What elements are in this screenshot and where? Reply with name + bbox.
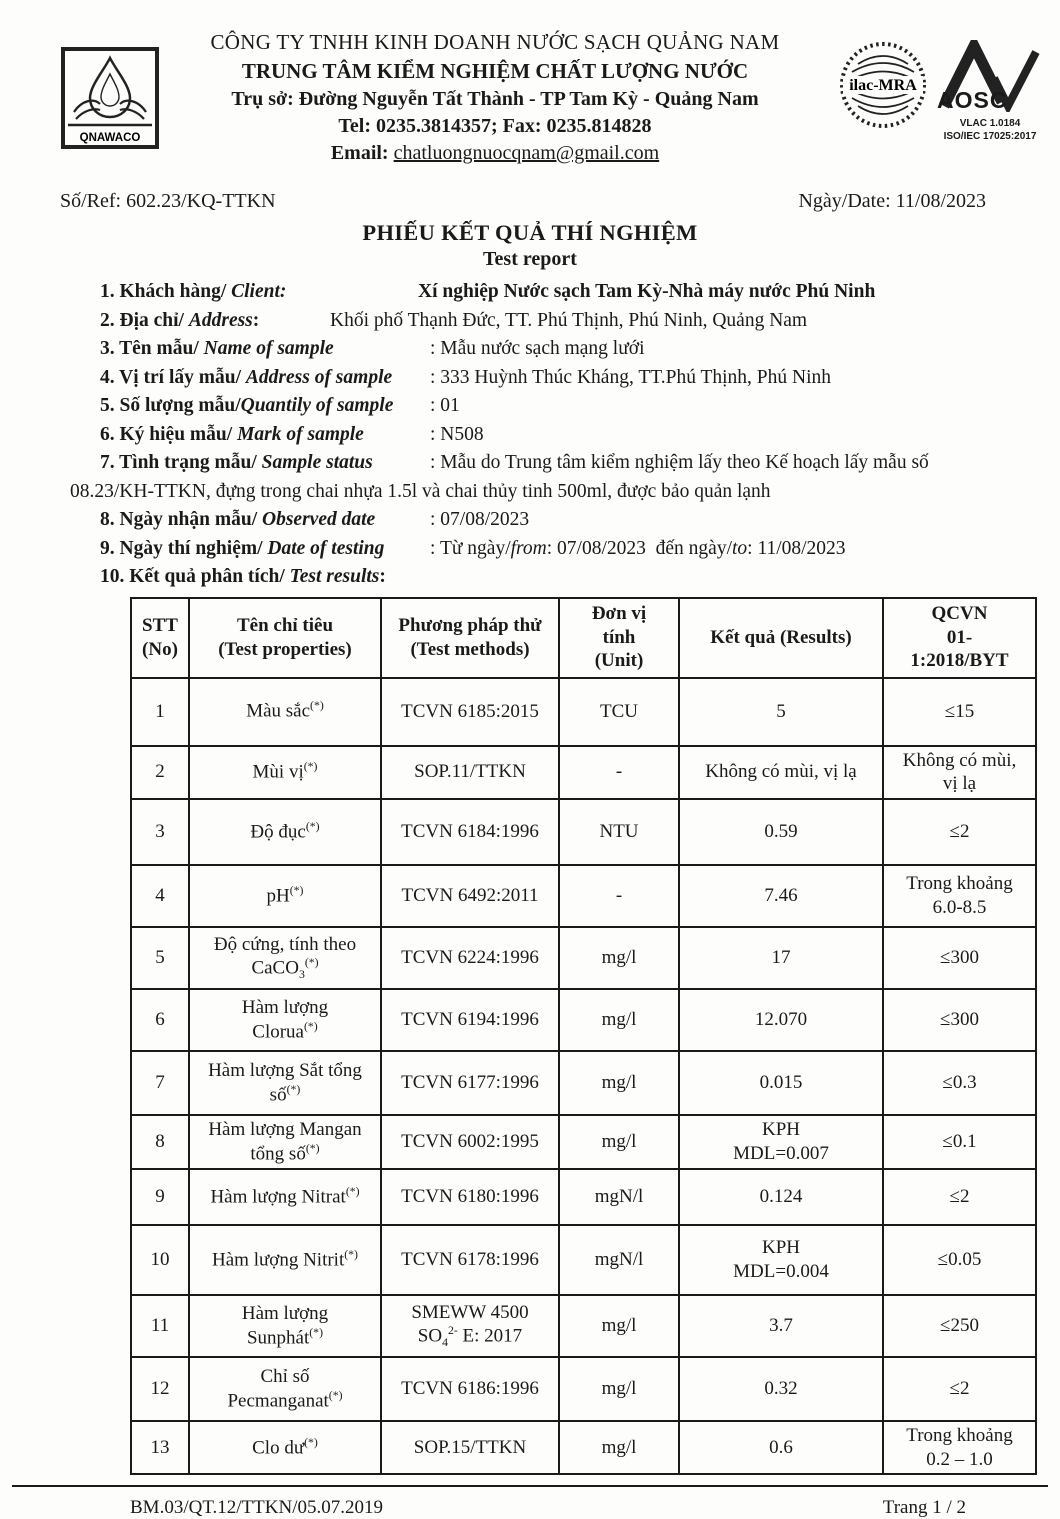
cell-property: Clo dư(*) bbox=[189, 1421, 381, 1475]
cell-unit: mg/l bbox=[559, 1421, 679, 1475]
table-row bbox=[131, 927, 1036, 989]
info-value: : 333 Huỳnh Thúc Kháng, TT.Phú Thịnh, Phú Ninh bbox=[430, 366, 832, 388]
header-qcvn: QCVN 01- 1:2018/BYT bbox=[883, 598, 1036, 678]
cell-stt: 5 bbox=[131, 927, 189, 989]
cell-property: Hàm lượng Sunphát(*) bbox=[189, 1295, 381, 1357]
page-title: PHIẾU KẾT QUẢ THÍ NGHIỆM bbox=[362, 220, 698, 245]
info-item bbox=[70, 278, 1008, 307]
qnawaco-logo bbox=[60, 46, 160, 155]
email-line bbox=[168, 142, 822, 165]
cell-property: Hàm lượng Sắt tổng số(*) bbox=[189, 1051, 381, 1115]
info-label: 8. Ngày nhận mẫu/ Observed date bbox=[100, 509, 376, 530]
page-subtitle: Test report bbox=[483, 248, 577, 270]
header-method: Phương pháp thử (Test methods) bbox=[381, 598, 559, 678]
cell-unit: mg/l bbox=[559, 1295, 679, 1357]
table-row bbox=[131, 678, 1036, 746]
cell-stt: 4 bbox=[131, 865, 189, 927]
cell-property: Độ đục(*) bbox=[189, 799, 381, 865]
cell-result: Không có mùi, vị lạ bbox=[679, 746, 883, 800]
header-no: STT (No) bbox=[131, 598, 189, 678]
table-row bbox=[131, 799, 1036, 865]
qnawaco-logo-icon bbox=[60, 46, 160, 150]
cell-method: TCVN 6184:1996 bbox=[381, 799, 559, 865]
aosc-logo bbox=[934, 40, 1046, 143]
cell-method: TCVN 6194:1996 bbox=[381, 989, 559, 1051]
info-item bbox=[70, 307, 1008, 336]
aosc-cert-line2: ISO/IEC 17025:2017 bbox=[943, 131, 1037, 142]
cell-method: TCVN 6180:1996 bbox=[381, 1169, 559, 1225]
header-unit: Đơn vị tính (Unit) bbox=[559, 598, 679, 678]
tel-fax-line: Tel: 0235.3814357; Fax: 0235.814828 bbox=[338, 115, 652, 137]
cell-result: 5 bbox=[679, 678, 883, 746]
cell-limit: ≤15 bbox=[883, 678, 1036, 746]
cell-limit: ≤2 bbox=[883, 1169, 1036, 1225]
cell-unit: mg/l bbox=[559, 927, 679, 989]
info-value: : 07/08/2023 bbox=[430, 509, 530, 530]
cell-unit: - bbox=[559, 865, 679, 927]
info-item bbox=[70, 563, 1008, 592]
cell-limit: ≤2 bbox=[883, 799, 1036, 865]
info-label: 1. Khách hàng/ Client: bbox=[100, 281, 287, 302]
page-footer bbox=[12, 1485, 1048, 1519]
cell-property: Màu sắc(*) bbox=[189, 678, 381, 746]
cell-unit: TCU bbox=[559, 678, 679, 746]
info-label: 10. Kết quả phân tích/ Test results: bbox=[100, 566, 386, 587]
cell-method: TCVN 6177:1996 bbox=[381, 1051, 559, 1115]
cell-property: Hàm lượng Nitrat(*) bbox=[189, 1169, 381, 1225]
info-item bbox=[70, 421, 1008, 450]
cell-stt: 1 bbox=[131, 678, 189, 746]
info-label: 9. Ngày thí nghiệm/ Date of testing bbox=[100, 537, 385, 559]
report-date: Ngày/Date: 11/08/2023 bbox=[798, 190, 986, 212]
cell-limit: ≤0.05 bbox=[883, 1225, 1036, 1295]
info-item bbox=[70, 506, 1008, 535]
cell-property: Chỉ số Pecmanganat(*) bbox=[189, 1357, 381, 1421]
cell-stt: 8 bbox=[131, 1115, 189, 1169]
info-item bbox=[70, 335, 1008, 364]
cell-result: KPH MDL=0.004 bbox=[679, 1225, 883, 1295]
header-result: Kết quả (Results) bbox=[679, 598, 883, 678]
cell-unit: - bbox=[559, 746, 679, 800]
table-row bbox=[131, 1115, 1036, 1169]
table-row bbox=[131, 1169, 1036, 1225]
cell-limit: ≤0.1 bbox=[883, 1115, 1036, 1169]
info-label: 2. Địa chỉ/ Address: bbox=[100, 309, 260, 331]
cell-method: TCVN 6178:1996 bbox=[381, 1225, 559, 1295]
table-row bbox=[131, 989, 1036, 1051]
cell-limit: ≤0.3 bbox=[883, 1051, 1036, 1115]
center-name: TRUNG TÂM KIỂM NGHIỆM CHẤT LƯỢNG NƯỚC bbox=[241, 59, 749, 83]
cell-stt: 13 bbox=[131, 1421, 189, 1475]
info-value: : Mẫu nước sạch mạng lưới bbox=[430, 338, 645, 359]
svg-text:ilac-MRA: ilac-MRA bbox=[849, 77, 917, 94]
cell-result: 0.124 bbox=[679, 1169, 883, 1225]
cell-limit: ≤300 bbox=[883, 989, 1036, 1051]
cell-result: 0.59 bbox=[679, 799, 883, 865]
results-table bbox=[130, 597, 1037, 1476]
table-row bbox=[131, 1421, 1036, 1475]
email-label: Email: bbox=[330, 142, 394, 164]
cell-method: TCVN 6185:2015 bbox=[381, 678, 559, 746]
table-row bbox=[131, 1295, 1036, 1357]
cell-unit: mg/l bbox=[559, 1051, 679, 1115]
aosc-logo-icon bbox=[936, 40, 1044, 112]
cell-property: Hàm lượng Mangan tổng số(*) bbox=[189, 1115, 381, 1169]
cell-method: SOP.11/TTKN bbox=[381, 746, 559, 800]
info-item bbox=[70, 449, 1008, 506]
table-row bbox=[131, 1051, 1036, 1115]
svg-text:AOSC: AOSC bbox=[937, 87, 1008, 112]
cell-limit: ≤2 bbox=[883, 1357, 1036, 1421]
email-address: chatluongnuocqnam@gmail.com bbox=[393, 142, 660, 164]
cell-unit: mg/l bbox=[559, 1357, 679, 1421]
address-line: Trụ sở: Đường Nguyễn Tất Thành - TP Tam Kỳ - Quảng Nam bbox=[231, 88, 759, 110]
info-item bbox=[70, 392, 1008, 421]
cell-limit: ≤300 bbox=[883, 927, 1036, 989]
form-code: BM.03/QT.12/TTKN/05.07.2019 bbox=[130, 1497, 383, 1519]
header-text-block bbox=[168, 30, 822, 165]
info-value: Khối phố Thạnh Đức, TT. Phú Thịnh, Phú Ninh, Quảng Nam bbox=[330, 309, 808, 331]
info-item bbox=[70, 364, 1008, 393]
ref-number: Số/Ref: 602.23/KQ-TTKN bbox=[60, 190, 276, 212]
cell-method: SOP.15/TTKN bbox=[381, 1421, 559, 1475]
table-row bbox=[131, 865, 1036, 927]
table-row bbox=[131, 1225, 1036, 1295]
cell-result: KPH MDL=0.007 bbox=[679, 1115, 883, 1169]
cell-method: TCVN 6002:1995 bbox=[381, 1115, 559, 1169]
info-label: 7. Tình trạng mẫu/ Sample status bbox=[100, 452, 373, 473]
reference-row bbox=[0, 190, 1060, 213]
ilac-mra-logo-icon bbox=[838, 40, 928, 130]
cell-unit: NTU bbox=[559, 799, 679, 865]
cell-method: SMEWW 4500 $SO_4^{2-}$ E: 2017 bbox=[381, 1295, 559, 1357]
document-header bbox=[0, 0, 1060, 168]
table-row bbox=[131, 746, 1036, 800]
cell-result: 7.46 bbox=[679, 865, 883, 927]
aosc-cert-line1: VLAC 1.0184 bbox=[959, 118, 1021, 129]
info-label: 6. Ký hiệu mẫu/ Mark of sample bbox=[100, 423, 364, 445]
info-label: 5. Số lượng mẫu/Quantily of sample bbox=[100, 395, 394, 416]
cell-unit: mg/l bbox=[559, 989, 679, 1051]
cell-unit: mgN/l bbox=[559, 1225, 679, 1295]
cell-stt: 12 bbox=[131, 1357, 189, 1421]
cell-limit: Trong khoảng 0.2 – 1.0 bbox=[883, 1421, 1036, 1475]
cell-limit: Trong khoảng 6.0-8.5 bbox=[883, 865, 1036, 927]
cell-stt: 11 bbox=[131, 1295, 189, 1357]
info-value: : 01 bbox=[430, 395, 460, 416]
cell-method: TCVN 6492:2011 bbox=[381, 865, 559, 927]
cell-property: Độ cứng, tính theo CaCO$_3$(*) bbox=[189, 927, 381, 989]
cell-result: 0.015 bbox=[679, 1051, 883, 1115]
certification-logos bbox=[838, 40, 1046, 143]
info-section bbox=[0, 271, 1060, 592]
cell-result: 3.7 bbox=[679, 1295, 883, 1357]
cell-method: TCVN 6224:1996 bbox=[381, 927, 559, 989]
info-value: Xí nghiệp Nước sạch Tam Kỳ-Nhà máy nước Phú Ninh bbox=[418, 281, 876, 302]
page-number: Trang 1 / 2 bbox=[882, 1497, 966, 1519]
info-item bbox=[70, 535, 1008, 564]
info-label: 4. Vị trí lấy mẫu/ Address of sample bbox=[100, 366, 393, 388]
header-property: Tên chỉ tiêu (Test properties) bbox=[189, 598, 381, 678]
cell-result: 17 bbox=[679, 927, 883, 989]
cell-unit: mg/l bbox=[559, 1115, 679, 1169]
cell-stt: 2 bbox=[131, 746, 189, 800]
svg-text:QNAWACO: QNAWACO bbox=[79, 132, 141, 144]
cell-method: TCVN 6186:1996 bbox=[381, 1357, 559, 1421]
company-name: CÔNG TY TNHH KINH DOANH NƯỚC SẠCH QUẢNG NAM bbox=[210, 30, 780, 54]
cell-result: 0.32 bbox=[679, 1357, 883, 1421]
cell-unit: mgN/l bbox=[559, 1169, 679, 1225]
cell-stt: 10 bbox=[131, 1225, 189, 1295]
cell-property: Hàm lượng Nitrit(*) bbox=[189, 1225, 381, 1295]
info-value: : Từ ngày/from: 07/08/2023 đến ngày/to: 11/08/2023 bbox=[430, 537, 846, 559]
cell-stt: 6 bbox=[131, 989, 189, 1051]
cell-limit: Không có mùi, vị lạ bbox=[883, 746, 1036, 800]
cell-result: 12.070 bbox=[679, 989, 883, 1051]
cell-stt: 9 bbox=[131, 1169, 189, 1225]
info-value: : N508 bbox=[430, 423, 484, 445]
info-value: : Mẫu do Trung tâm kiểm nghiệm lấy theo Kế hoạch lấy mẫu số 08.23/KH-TTKN, đựng trong chai nhựa 1.5l và chai thủy tinh 500ml, được bảo quản lạnh bbox=[70, 452, 929, 502]
table-header-row bbox=[131, 598, 1036, 678]
cell-property: pH(*) bbox=[189, 865, 381, 927]
cell-limit: ≤250 bbox=[883, 1295, 1036, 1357]
info-label: 3. Tên mẫu/ Name of sample bbox=[100, 338, 334, 359]
cell-property: Hàm lượng Clorua(*) bbox=[189, 989, 381, 1051]
cell-stt: 3 bbox=[131, 799, 189, 865]
table-row bbox=[131, 1357, 1036, 1421]
cell-result: 0.6 bbox=[679, 1421, 883, 1475]
cell-stt: 7 bbox=[131, 1051, 189, 1115]
cell-property: Mùi vị(*) bbox=[189, 746, 381, 800]
